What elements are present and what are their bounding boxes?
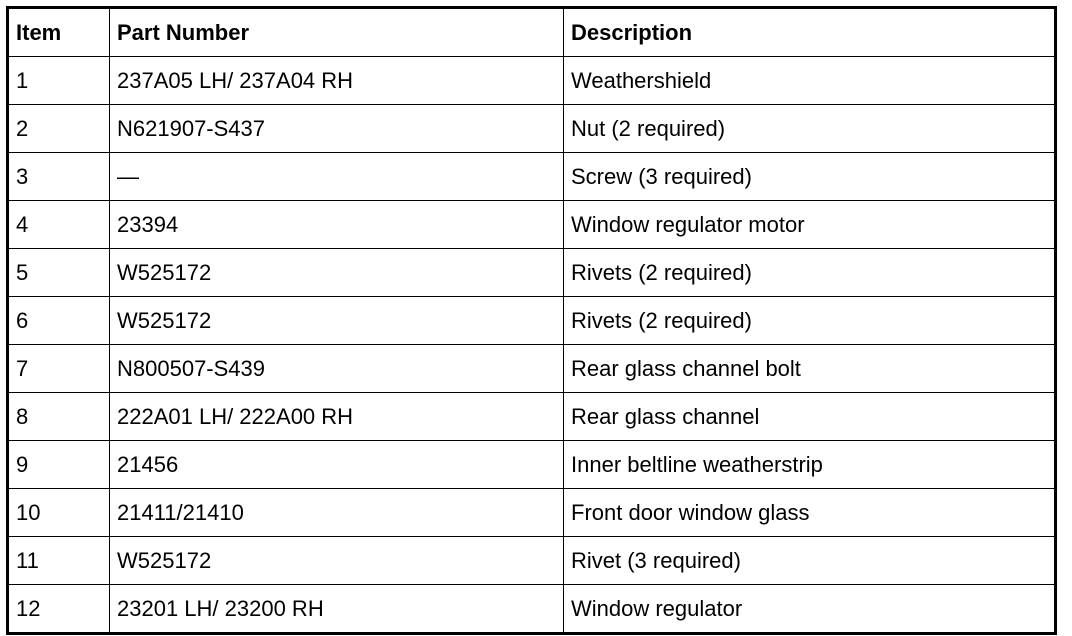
cell-item: 7	[8, 345, 110, 393]
cell-description: Rear glass channel bolt	[564, 345, 1056, 393]
cell-description: Rivets (2 required)	[564, 297, 1056, 345]
cell-part-number: W525172	[110, 537, 564, 585]
cell-part-number: 23201 LH/ 23200 RH	[110, 585, 564, 634]
cell-description: Weathershield	[564, 57, 1056, 105]
table-row	[8, 249, 1056, 297]
cell-part-number: 23394	[110, 201, 564, 249]
column-header-part-number: Part Number	[110, 8, 564, 57]
cell-description: Window regulator motor	[564, 201, 1056, 249]
cell-part-number: 21456	[110, 441, 564, 489]
cell-description: Rear glass channel	[564, 393, 1056, 441]
table-row	[8, 201, 1056, 249]
cell-part-number: 237A05 LH/ 237A04 RH	[110, 57, 564, 105]
table-row	[8, 153, 1056, 201]
cell-part-number: W525172	[110, 297, 564, 345]
cell-item: 4	[8, 201, 110, 249]
table-row	[8, 441, 1056, 489]
cell-description: Front door window glass	[564, 489, 1056, 537]
table-row	[8, 57, 1056, 105]
cell-item: 1	[8, 57, 110, 105]
cell-description: Nut (2 required)	[564, 105, 1056, 153]
table-row	[8, 537, 1056, 585]
cell-item: 10	[8, 489, 110, 537]
cell-description: Inner beltline weatherstrip	[564, 441, 1056, 489]
cell-item: 8	[8, 393, 110, 441]
cell-item: 6	[8, 297, 110, 345]
cell-part-number: W525172	[110, 249, 564, 297]
cell-item: 5	[8, 249, 110, 297]
cell-description: Rivet (3 required)	[564, 537, 1056, 585]
cell-description: Rivets (2 required)	[564, 249, 1056, 297]
table-row	[8, 297, 1056, 345]
table-row	[8, 393, 1056, 441]
cell-part-number: N621907-S437	[110, 105, 564, 153]
cell-item: 2	[8, 105, 110, 153]
cell-description: Window regulator	[564, 585, 1056, 634]
table-header-row	[8, 8, 1056, 57]
cell-item: 3	[8, 153, 110, 201]
cell-part-number: 222A01 LH/ 222A00 RH	[110, 393, 564, 441]
cell-part-number: 21411/21410	[110, 489, 564, 537]
table-row	[8, 345, 1056, 393]
parts-table	[6, 6, 1057, 635]
table-row	[8, 105, 1056, 153]
cell-part-number: N800507-S439	[110, 345, 564, 393]
cell-item: 11	[8, 537, 110, 585]
column-header-item: Item	[8, 8, 110, 57]
cell-item: 9	[8, 441, 110, 489]
column-header-description: Description	[564, 8, 1056, 57]
cell-description: Screw (3 required)	[564, 153, 1056, 201]
cell-item: 12	[8, 585, 110, 634]
table-row	[8, 489, 1056, 537]
table-row	[8, 585, 1056, 634]
cell-part-number: —	[110, 153, 564, 201]
